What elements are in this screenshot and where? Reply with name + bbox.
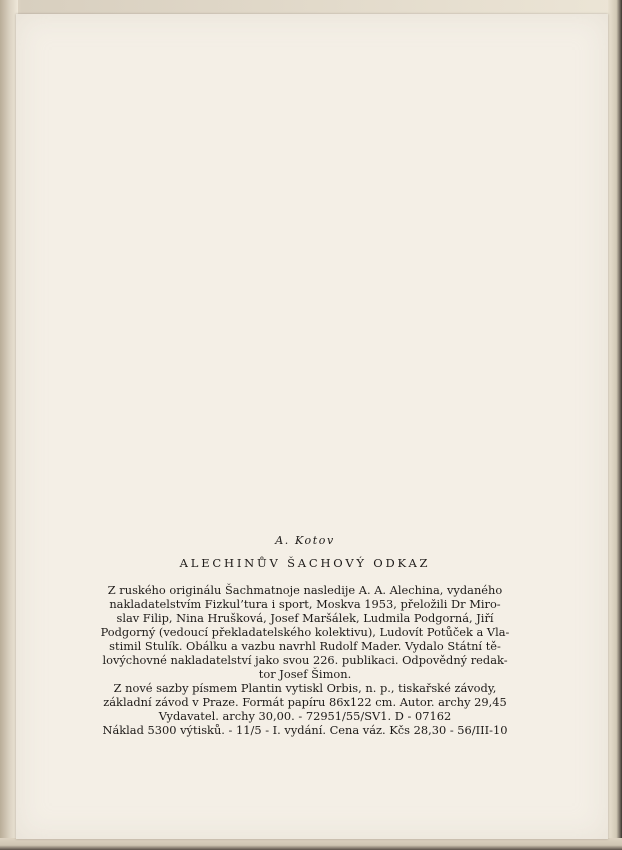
credits-line: Z ruského originálu Šachmatnoje naslediје A. A. Alechina, vydaného [107, 583, 503, 597]
credits-line: slav Filip, Nina Hrušková, Josef Maršálek, Ludmila Podgorná, Jiří [116, 611, 494, 625]
translation-credits [100, 583, 510, 681]
credits-line: nakladatelstvím Fizkul’tura i sport, Moskva 1953, přeložili Dr Miro- [109, 597, 501, 611]
printing-details [100, 681, 510, 737]
printing-line: základní závod v Praze. Formát papíru 86x122 cm. Autor. archy 29,45 [103, 695, 507, 709]
colophon [100, 534, 510, 737]
author-name: A. Kotov [275, 534, 335, 547]
credits-line: tor Josef Šimon. [258, 667, 352, 681]
credits-line: lovýchovné nakladatelství jako svou 226. publikaci. Odpovědný redak- [102, 653, 508, 667]
page-edge-right [608, 0, 622, 850]
printing-line: Vydavatel. archy 30,00. - 72951/55/SV1. D - 07162 [158, 709, 452, 723]
credits-line: Podgorný (vedoucí překladatelského kolektivu), Ludovít Potůček a Vla- [100, 625, 510, 639]
book-title: ALECHINŮV ŠACHOVÝ ODKAZ [179, 556, 431, 570]
printing-line: Náklad 5300 výtisků. - 11/5 - I. vydání. Cena váz. Kčs 28,30 - 56/III-10 [102, 723, 508, 737]
credits-line: stimil Stulík. Obálku a vazbu navrhl Rudolf Mader. Vydalo Státní tě- [109, 639, 501, 653]
printing-line: Z nové sazby písmem Plantin vytiskl Orbis, n. p., tiskařské závody, [113, 681, 497, 695]
page-edge-bottom [0, 838, 622, 850]
